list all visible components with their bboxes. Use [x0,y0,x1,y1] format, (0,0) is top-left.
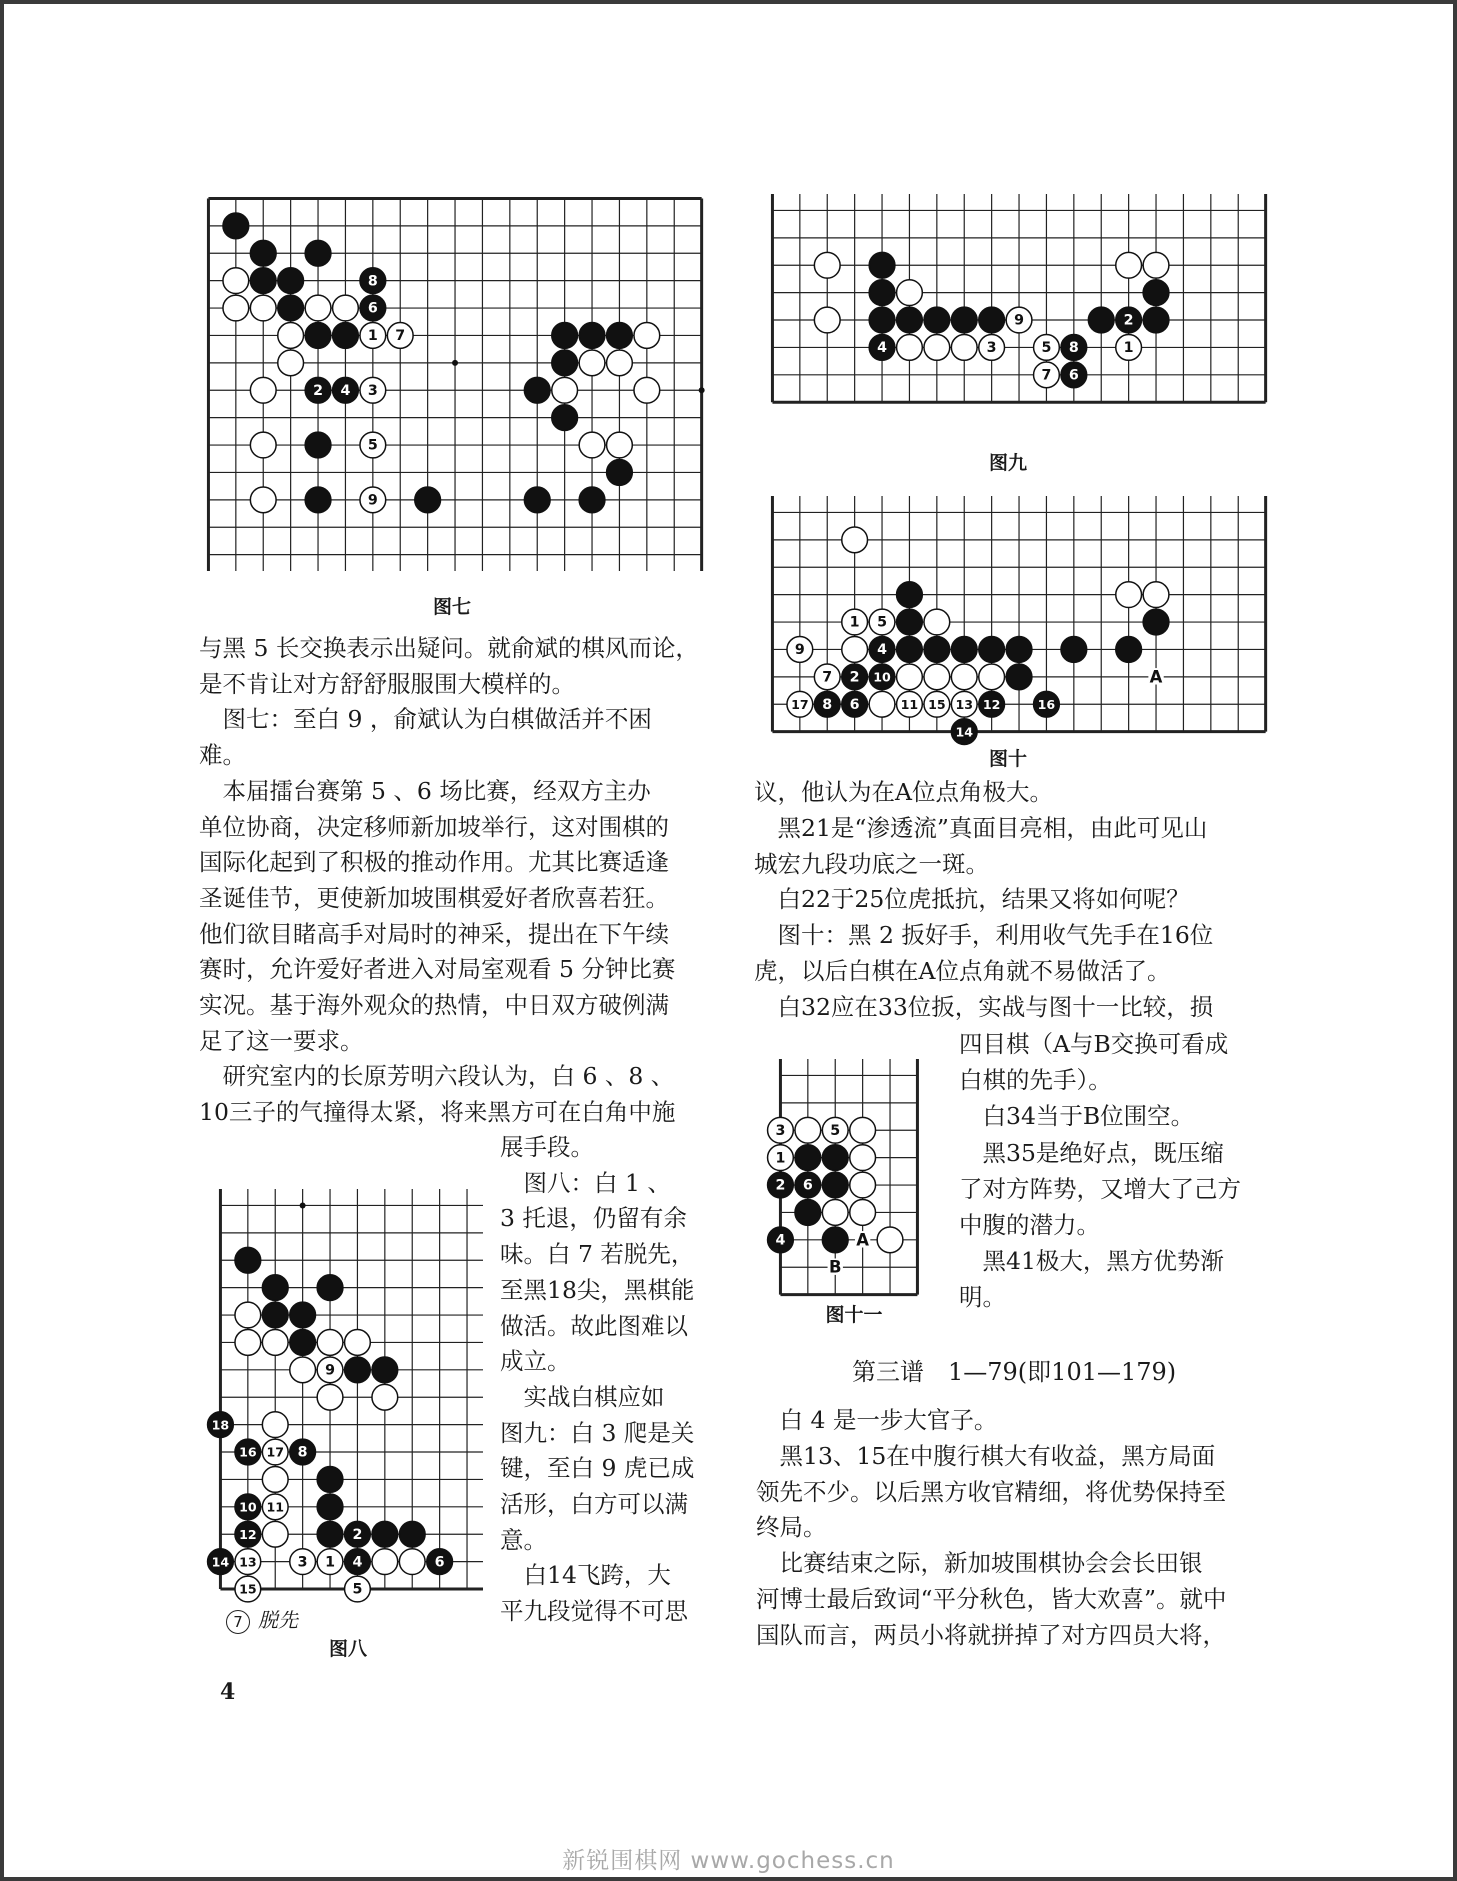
black-stone [979,307,1005,333]
black-stone [552,350,578,376]
black-stone [869,280,895,306]
move-number: 2 [775,1177,786,1194]
move-number: 5 [877,614,887,631]
fig7-svg [192,182,718,571]
fig10-svg [756,496,1282,748]
white-stone [1116,252,1142,278]
white-stone [869,691,895,717]
white-stone [262,1467,288,1493]
white-stone [250,487,276,513]
white-stone [250,295,276,321]
star-point [699,387,705,393]
black-stone [372,1521,398,1547]
page [4,4,1453,1877]
white-stone [235,1302,261,1328]
text-line: 实况。基于海外观众的热情，中日双方破例满 [199,991,669,1019]
move-number: 6 [802,1177,813,1194]
text-line: 展手段。 [500,1133,594,1161]
text-line: 成立。 [500,1347,571,1376]
text-line: 城宏九段功底之一斑。 [754,849,989,878]
white-stone [278,350,304,376]
move-number: 14 [211,1554,230,1570]
move-number: 4 [775,1232,786,1249]
black-stone [579,323,605,349]
black-stone [1143,280,1169,306]
text-line: 白34当于B位围空。 [959,1102,1195,1131]
move-number: 10 [873,669,891,685]
black-stone [305,323,331,349]
move-number: 6 [849,696,860,713]
black-stone [897,582,923,608]
move-number: 5 [367,437,378,454]
board-grid [208,198,701,571]
move-number: 16 [239,1444,257,1460]
fig8-svg [204,1189,483,1605]
move-number: 8 [822,696,833,713]
black-stone [1143,307,1169,333]
text-line: 白14飞跨，大 [500,1561,671,1590]
move-number: 3 [367,382,378,399]
move-number: 9 [794,642,805,659]
white-stone [1143,252,1169,278]
go-board-fig7 [192,182,718,571]
black-stone [305,240,331,266]
text-line: 黑35是绝好点，既压缩 [959,1138,1224,1167]
move-number: 1 [1123,340,1134,357]
text-line: 议，他认为在A位点角极大。 [754,778,1053,806]
move-number: 3 [775,1122,786,1139]
black-stone [897,637,923,663]
text-line: 图九：白 3 爬是关 [500,1418,695,1447]
white-stone [317,1330,343,1356]
white-stone [333,295,359,321]
white-stone [262,1412,288,1438]
text-line: 活形，白方可以满 [500,1490,688,1518]
move-number: 11 [900,696,919,712]
white-stone [842,637,868,663]
move-number: 13 [239,1554,257,1570]
text-line: 与黑 5 长交换表示出疑问。就俞斌的棋风而论， [199,634,699,662]
move-number: 9 [1014,312,1024,329]
section-title: 第三谱 1—79(即101—179) [852,1358,1177,1386]
move-number: 3 [297,1554,308,1571]
move-number: 13 [955,696,974,712]
move-number: 7 [395,328,406,345]
black-stone [869,307,895,333]
text-line: 国队而言，两员小将就拼掉了对方四员大将， [756,1620,1226,1649]
fig11-svg [764,1059,934,1311]
text-line: 图七：至白 9 ，俞斌认为白棋做活并不困 [199,705,652,734]
go-board-fig10 [756,496,1282,748]
move-number: 16 [1037,696,1056,712]
white-stone [924,664,950,690]
caption-fig10: 图十 [988,748,1027,770]
text-line: 本届擂台赛第 5 、6 场比赛，经双方主办 [199,776,651,805]
fig9-svg [756,194,1282,419]
white-stone [305,295,331,321]
black-stone [607,460,633,486]
text-line: 白 4 是一步大官子。 [756,1406,998,1434]
black-stone [1061,637,1087,663]
text-line: 黑21是“渗透流”真面目亮相，由此可见山 [754,813,1208,842]
move-number: 7 [822,669,833,686]
black-stone [317,1467,343,1493]
white-stone [235,1330,261,1356]
black-stone [317,1275,343,1301]
text-line: 明。 [959,1283,1006,1312]
move-number: 17 [266,1444,285,1460]
black-stone [552,405,578,431]
text-line: 黑41极大，黑方优势渐 [959,1247,1224,1276]
white-stone [814,307,840,333]
go-board-fig11 [764,1059,934,1311]
white-stone [607,350,633,376]
white-stone [250,377,276,403]
white-stone [634,377,660,403]
text-line: 圣诞佳节，更使新加坡围棋爱好者欣喜若狂。 [199,883,669,912]
black-stone [795,1200,821,1226]
white-stone [579,432,605,458]
text-line: 河博士最后致词“平分秋色，皆大欢喜”。就中 [756,1585,1227,1613]
move-number: 8 [367,273,378,290]
black-stone [1006,664,1032,690]
black-stone [415,487,441,513]
text-line: 键，至白 9 虎已成 [500,1454,695,1483]
move-number: 7 [1041,367,1052,384]
black-stone [290,1302,316,1328]
white-stone [814,252,840,278]
text-line: 至黑18尖，黑棋能 [500,1275,695,1304]
white-stone [372,1549,398,1575]
white-stone [850,1145,876,1171]
white-stone [634,323,660,349]
text-line: 国际化起到了积极的推动作用。尤其比赛适逢 [199,848,669,877]
go-board-fig9 [756,194,1282,419]
black-stone [317,1494,343,1520]
text-line: 意。 [500,1525,547,1554]
star-point [300,1202,306,1208]
move-number: 2 [849,669,860,686]
white-stone [552,377,578,403]
move-number: 12 [239,1526,257,1542]
move-number: 2 [313,382,323,399]
move-number: 2 [352,1526,363,1543]
move-number: 10 [239,1499,257,1515]
move-number: 5 [1041,340,1052,357]
white-stone [951,664,977,690]
black-stone [951,307,977,333]
white-stone [317,1384,343,1410]
fig8-note [226,1604,298,1634]
move-number: 5 [830,1122,841,1139]
text-line: 白22于25位虎抵抗，结果又将如何呢？ [754,885,1190,914]
black-stone [897,609,923,635]
board-grid [772,194,1265,402]
black-stone [278,295,304,321]
move-number: 6 [434,1554,445,1571]
move-number: 4 [340,382,351,399]
white-stone [399,1549,425,1575]
black-stone [607,323,633,349]
white-stone [1143,582,1169,608]
white-stone [223,295,249,321]
white-stone [924,335,950,361]
white-stone [1116,582,1142,608]
text-line: 图十：黑 2 扳好手，利用收气先手在16位 [754,921,1214,950]
note-number: 7 [226,1610,250,1634]
text-line: 3 托退，仍留有余 [500,1204,687,1233]
text-line: 领先不少。以后黑方收官精细，将优势保持至 [756,1477,1226,1506]
move-number: 9 [367,492,378,509]
text-line: 图八：白 1 、 [500,1168,671,1197]
black-stone [399,1521,425,1547]
black-stone [579,487,605,513]
black-stone [822,1227,848,1253]
text-line: 白32应在33位扳，实战与图十一比较，损 [754,992,1214,1021]
black-stone [333,323,359,349]
move-number: 15 [928,696,946,712]
white-stone [924,609,950,635]
text-line: 实战白棋应如 [500,1382,665,1411]
white-stone [262,1330,288,1356]
text-line: 10三子的气撞得太紧，将来黑方可在白角中施 [199,1098,676,1127]
black-stone [1116,637,1142,663]
text-line: 研究室内的长原芳明六段认为，白 6 、8 、 [199,1062,675,1091]
move-number: 1 [849,614,860,631]
caption-fig11: 图十一 [825,1304,883,1326]
move-number: 3 [986,340,997,357]
move-number: 12 [982,696,1001,712]
move-number: 14 [955,724,974,740]
text-line: 做活。故此图难以 [500,1311,688,1340]
footer-watermark: 新锐围棋网 www.gochess.cn [562,1848,895,1874]
white-stone [850,1172,876,1198]
note-text: 脱先 [258,1608,298,1632]
text-line: 是不肯让对方舒舒服服围大模样的。 [199,669,575,698]
white-stone [250,432,276,458]
black-stone [822,1145,848,1171]
black-stone [278,268,304,294]
move-number: 9 [325,1362,335,1379]
white-stone [262,1521,288,1547]
white-stone [979,664,1005,690]
black-stone [1143,609,1169,635]
black-stone [317,1521,343,1547]
move-number: 1 [367,328,378,345]
white-stone [290,1357,316,1383]
move-number: 1 [775,1150,786,1167]
text-line: 难。 [199,741,246,770]
white-stone [278,323,304,349]
black-stone [1006,637,1032,663]
white-stone [897,280,923,306]
text-line: 他们欲目睹高手对局时的神采，提出在下午续 [199,919,669,948]
move-number: 8 [1068,340,1079,357]
text-line: 了对方阵势，又增大了己方 [959,1174,1241,1203]
black-stone [262,1275,288,1301]
text-line: 比赛结束之际，新加坡围棋协会会长田银 [756,1549,1203,1578]
black-stone [250,268,276,294]
text-line: 黑13、15在中腹行棋大有收益，黑方局面 [756,1441,1216,1470]
white-stone [345,1330,371,1356]
move-number: 6 [367,300,378,317]
go-board-fig8 [204,1189,483,1605]
black-stone [979,637,1005,663]
white-stone [897,335,923,361]
text-line: 中腹的潜力。 [959,1211,1100,1239]
black-stone [262,1302,288,1328]
text-line: 单位协商，决定移师新加坡举行，这对围棋的 [199,812,669,841]
black-stone [1088,307,1114,333]
black-stone [372,1357,398,1383]
text-line: 虎，以后白棋在A位点角就不易做活了。 [754,957,1171,985]
white-stone [897,664,923,690]
move-number: 1 [325,1554,335,1571]
move-number: 18 [211,1417,230,1433]
move-number: 2 [1123,312,1134,329]
text-line: 味。白 7 若脱先， [500,1240,695,1269]
star-point [452,360,458,366]
caption-fig7: 图七 [432,596,471,618]
move-number: 4 [877,642,887,659]
move-number: 15 [239,1581,257,1597]
black-stone [822,1172,848,1198]
text-line: 赛时，允许爱好者进入对局室观看 5 分钟比赛 [199,955,676,984]
black-stone [290,1330,316,1356]
black-stone [924,637,950,663]
white-stone [850,1200,876,1226]
text-line: 终局。 [756,1513,827,1542]
black-stone [223,213,249,239]
black-stone [305,432,331,458]
move-number: 11 [266,1499,285,1515]
white-stone [372,1384,398,1410]
move-number: 4 [877,340,887,357]
black-stone [345,1357,371,1383]
move-number: 6 [1068,367,1079,384]
white-stone [850,1117,876,1143]
move-number: 17 [791,696,809,712]
text-line: 平九段觉得不可思 [500,1597,688,1626]
black-stone [524,487,550,513]
black-stone [924,307,950,333]
black-stone [524,377,550,403]
white-stone [795,1117,821,1143]
black-stone [869,252,895,278]
white-stone [579,350,605,376]
move-number: 8 [297,1444,308,1461]
text-line: 白棋的先手）。 [959,1066,1112,1095]
page-number: 4 [220,1679,236,1705]
white-stone [607,432,633,458]
black-stone [552,323,578,349]
caption-fig8: 图八 [328,1638,367,1660]
white-stone [877,1227,903,1253]
point-label: A [856,1230,869,1250]
move-number: 4 [352,1554,363,1571]
black-stone [305,487,331,513]
white-stone [223,268,249,294]
white-stone [822,1200,848,1226]
move-number: 5 [352,1581,363,1598]
black-stone [235,1247,261,1273]
text-line: 四目棋（A与B交换可看成 [959,1030,1229,1058]
caption-fig9: 图九 [988,452,1027,474]
black-stone [795,1145,821,1171]
white-stone [842,527,868,553]
black-stone [951,637,977,663]
black-stone [897,307,923,333]
white-stone [951,335,977,361]
point-label: A [1149,667,1163,687]
text-line: 足了这一要求。 [199,1026,364,1055]
black-stone [250,240,276,266]
point-label: B [828,1257,842,1277]
